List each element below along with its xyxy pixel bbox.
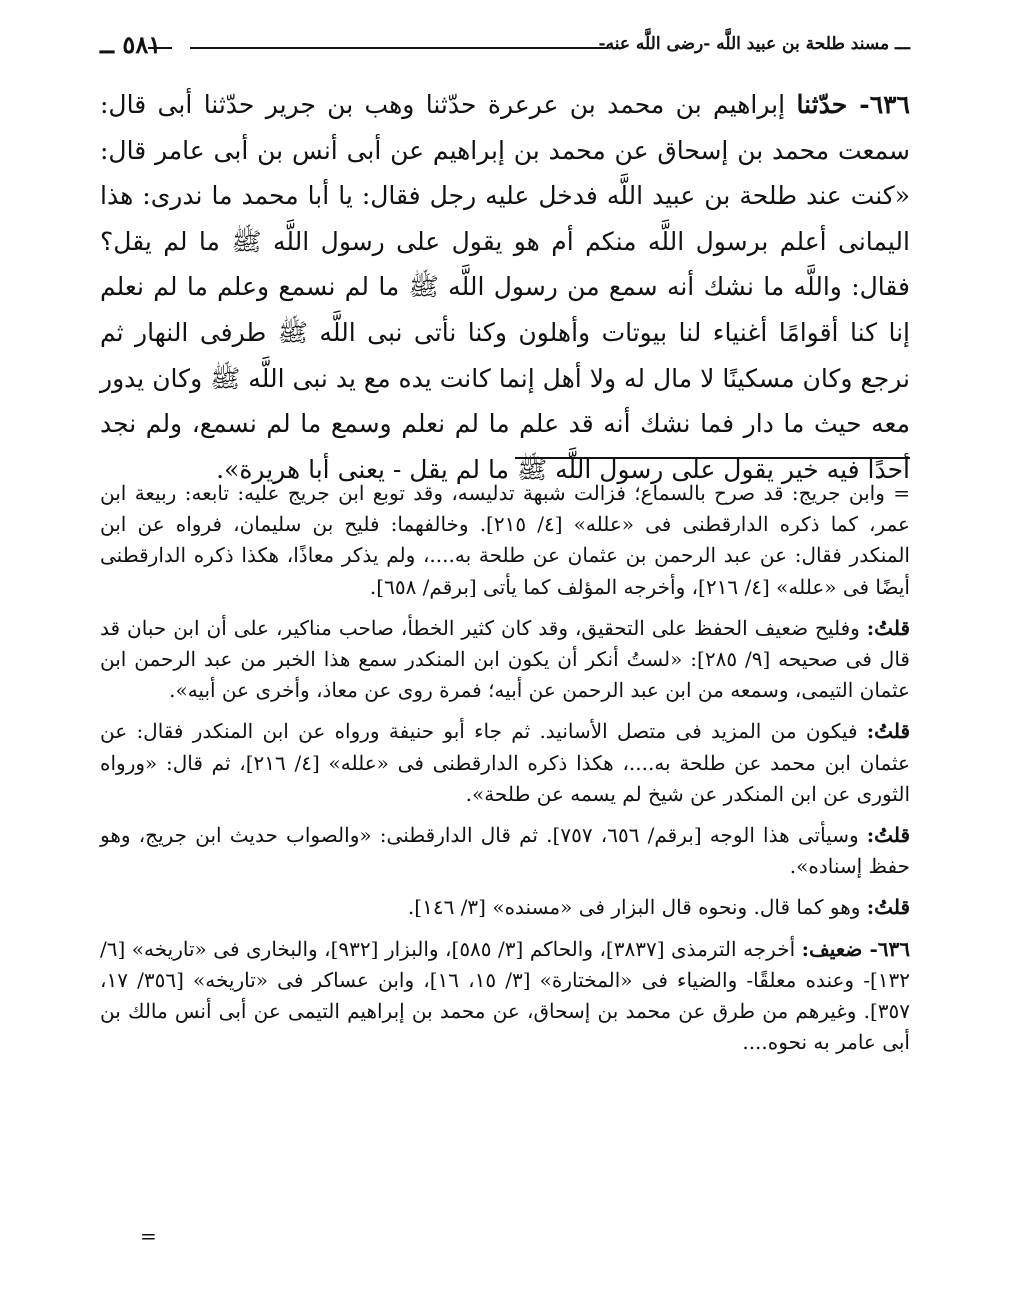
note-lead: قلتُ: xyxy=(866,895,910,920)
note-text: وهو كما قال. ونحوه قال البزار فى «مسنده» [٣/ ١٤٦]. xyxy=(407,895,867,920)
takhrij-paragraph xyxy=(100,934,910,1059)
note-paragraph xyxy=(100,892,910,923)
note-lead: قلتُ: xyxy=(866,823,910,848)
hadith-number: ٦٣٦- xyxy=(847,90,910,119)
note-lead: قلتُ: xyxy=(866,719,910,744)
note-lead: قلتُ: xyxy=(866,615,910,640)
note-text: وفليح ضعيف الحفظ على التحقيق، وقد كان كثير الخطأ، صاحب مناكير، على أن ابن حبان قد قال فى صحيحه [٩/ ٢٨٥]: «لستُ أنكر أن يكون ابن المنكدر سمع هذا الخبر من عبد الرحمن ابن عثمان التيمى، وسمعه من ابن عبد الرحمن عن أبيه؛ فمرة روى عن معاذ، وأخرى عن أبيه». xyxy=(100,615,910,703)
note-paragraph xyxy=(100,613,910,707)
note-lead: ٦٣٦- ضعيف: xyxy=(801,936,911,961)
header-title: ـــ مسند طلحة بن عبيد اللَّه -رضى اللَّه عنه- xyxy=(598,34,910,54)
hadith-body: إبراهيم بن محمد بن عرعرة حدّثنا وهب بن جرير حدّثنا أبى قال: سمعت محمد بن إسحاق عن محمد بن إبراهيم عن أبى أنس بن أبى عامر قال: «كنت عند طلحة بن عبيد اللَّه فدخل عليه رجل فقال: يا أبا محمد ما ندرى: هذا اليمانى أعلم برسول اللَّه منكم أم هو يقول على رسول اللَّه ﷺ ما لم يقل؟ فقال: واللَّه ما نشك أنه سمع من رسول اللَّه ﷺ ما لم نسمع وعلم ما لم نعلم إنا كنا أقوامًا أغنياء لنا بيوتات وأهلون وكنا نأتى نبى اللَّه ﷺ طرفى النهار ثم نرجع وكان مسكينًا لا مال له ولا أهل إنما كانت يده مع يد نبى اللَّه ﷺ وكان يدور معه حيث ما دار فما نشك أنه قد علم ما لم نعلم وسمع ما لم نسمع، ولم نجد أحدًا فيه خير يقول على رسول اللَّه ﷺ ما لم يقل - يعنى أبا هريرة». xyxy=(100,90,910,484)
note-text: وسيأتى هذا الوجه [برقم/ ٦٥٦، ٧٥٧]. ثم قال الدارقطنى: «والصواب حديث ابن جريج، وهو حفظ إسناده». xyxy=(100,823,910,879)
note-paragraph xyxy=(100,478,910,603)
header-rule xyxy=(190,47,608,49)
note-text: فيكون من المزيد فى متصل الأسانيد. ثم جاء أبو حنيفة ورواه عن ابن المنكدر فقال: عن عثمان ابن محمد عن طلحة به....، هكذا ذكره الدارقطنى فى «علله» [٤/ ٢١٦]، ثم قال: «ورواه الثورى عن ابن المنكدر عن شيخ لم يسمه عن طلحة». xyxy=(100,719,910,806)
hadith-paragraph xyxy=(100,82,910,492)
note-paragraph xyxy=(100,820,910,882)
hadith-lead: حدّثنا xyxy=(796,90,848,119)
footnote-separator xyxy=(515,457,910,459)
continuation-mark: = xyxy=(140,1224,157,1248)
note-text: أخرجه الترمذى [٣٨٣٧]، والحاكم [٣/ ٥٨٥]، والبزار [٩٣٢]، والبخارى فى «تاريخه» [٦/ ١٣٢]- وعنده معلقًا- والضياء فى «المختارة» [٣/ ١٥، ١٦]، وابن عساكر فى «تاريخه» [٣٥٦/ ١٧، ٣٥٧]. وغيرهم من طرق عن محمد بن إسحاق، عن محمد بن إبراهيم التيمى عن أبى أنس مالك بن أبى عامر به نحوه.... xyxy=(100,936,911,1055)
header-rule-short xyxy=(148,47,172,49)
note-paragraph xyxy=(100,716,910,810)
hadith-text xyxy=(100,82,910,492)
footnotes xyxy=(100,478,910,1068)
page-number: ٥٨١ ــ xyxy=(100,30,162,59)
note-text: = وابن جريج: قد صرح بالسماع؛ فزالت شبهة تدليسه، وقد توبع ابن جريج عليه: تابعه: ربيعة ابن عمر، كما ذكره الدارقطنى فى «علله» [٤/ ٢١٥]. وخالفهما: فليح بن سليمان، فرواه عن ابن المنكدر فقال: عن عبد الرحمن بن عثمان عن طلحة به....، ولم يذكر معاذًا، هكذا ذكره الدارقطنى أيضًا فى «علله» [٤/ ٢١٦]، وأخرجه المؤلف كما يأتى [برقم/ ٦٥٨]. xyxy=(100,481,910,599)
